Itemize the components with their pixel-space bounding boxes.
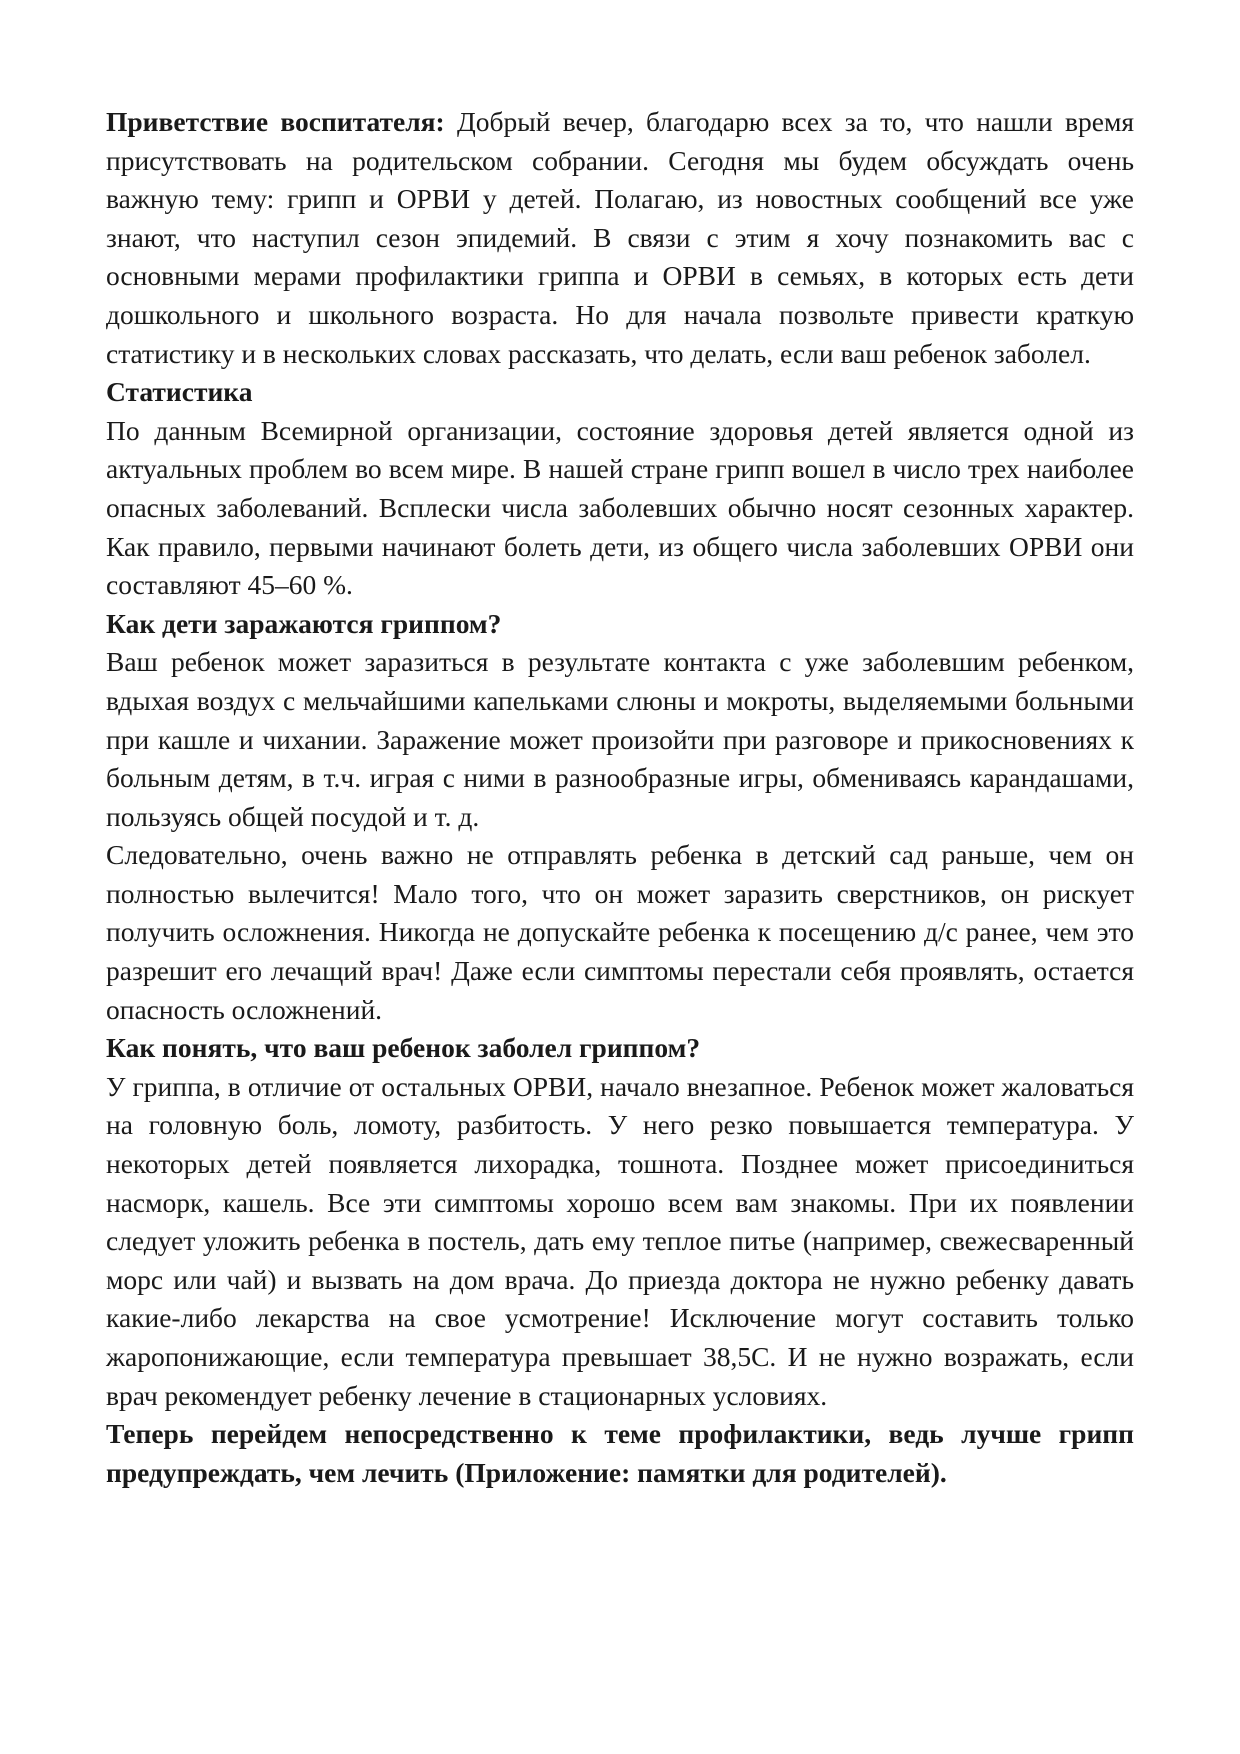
infection-paragraph-1: Ваш ребенок может заразиться в результате контакта с уже заболевшим ребенком, вдыхая воздух с мельчайшими капельками слюны и мокроты, выделяемыми больными при кашле и чихании. Заражение может произойти при разговоре и прикосновениях к больным детям, в т.ч. играя с ними в разнообразные игры, обмениваясь карандашами, пользуясь общей посудой и т. д. <box>106 646 1134 832</box>
symptoms-heading: Как понять, что ваш ребенок заболел гриппом? <box>106 1032 701 1064</box>
statistics-paragraph: По данным Всемирной организации, состояние здоровья детей является одной из актуальных проблем во всем мире. В нашей стране грипп вошел в число трех наиболее опасных заболеваний. Всплески числа заболевших обычно носят сезонных характер. Как правило, первыми начинают болеть дети, из общего числа заболевших ОРВИ они составляют 45–60 %. <box>106 414 1134 601</box>
intro-paragraph <box>106 103 1134 373</box>
statistics-heading: Статистика <box>106 376 253 408</box>
conclusion-paragraph: Теперь перейдем непосредственно к теме профилактики, ведь лучше грипп предупреждать, чем лечить (Приложение: памятки для родителей). <box>106 1418 1134 1488</box>
infection-paragraph-2: Следовательно, очень важно не отправлять ребенка в детский сад раньше, чем он полностью вылечится! Мало того, что он может заразить сверстников, он рискует получить осложнения. Никогда не допускайте ребенка к посещению д/с ранее, чем это разрешит его лечащий врач! Даже если симптомы перестали себя проявлять, остается опасность осложнений. <box>106 839 1134 1025</box>
infection-heading: Как дети заражаются гриппом? <box>106 607 502 639</box>
symptoms-paragraph: У гриппа, в отличие от остальных ОРВИ, начало внезапное. Ребенок может жаловаться на головную боль, ломоту, разбитость. У него резко повышается температура. У некоторых детей появляется лихорадка, тошнота. Позднее может присоединиться насморк, кашель. Все эти симптомы хорошо всем вам знакомы. При их появлении следует уложить ребенка в постель, дать ему теплое питье (например, свежесваренный морс или чай) и вызвать на дом врача. До приезда доктора не нужно ребенку давать какие-либо лекарства на свое усмотрение! Исключение могут составить только жаропонижающие, если температура превышает 38,5С. И не нужно возражать, если врач рекомендует ребенку лечение в стационарных условиях. <box>106 1070 1134 1411</box>
intro-label: Приветствие воспитателя: <box>106 106 445 137</box>
intro-text: Добрый вечер, благодарю всех за то, что нашли время присутствовать на родительском собрании. Сегодня мы будем обсуждать очень важную тему: грипп и ОРВИ у детей. Полагаю, из новостных сообщений все уже знают, что наступил сезон эпидемий. В связи с этим я хочу познакомить вас с основными мерами профилактики гриппа и ОРВИ в семьях, в которых есть дети дошкольного и школьного возраста. Но для начала позвольте привести краткую статистику и в нескольких словах рассказать, что делать, если ваш ребенок заболел. <box>106 106 1134 369</box>
document-page <box>106 103 1134 1492</box>
